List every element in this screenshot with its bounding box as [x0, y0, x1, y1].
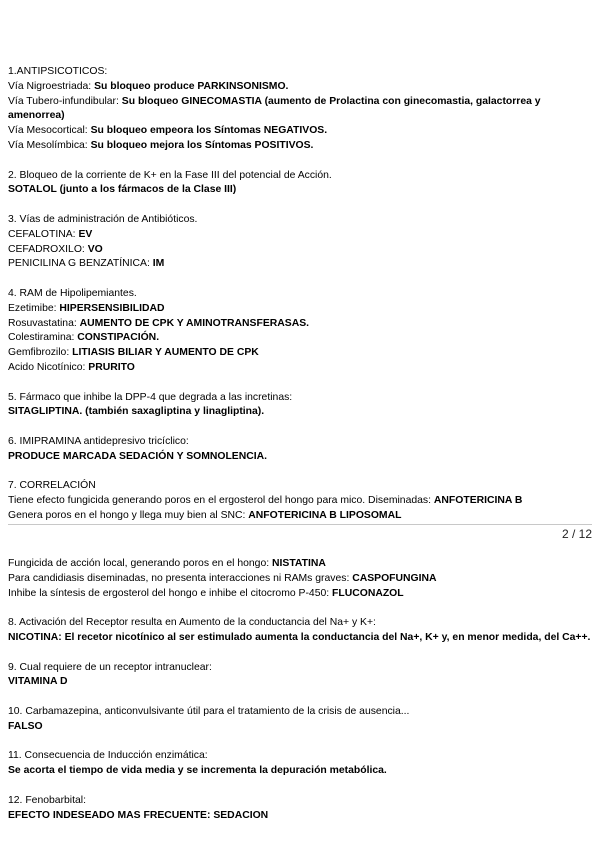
- text-line: [8, 361, 592, 376]
- question-block: [8, 616, 592, 646]
- line-text: 8. Activación del Receptor resulta en Aumento de la conductancia del Na+ y K+:: [8, 617, 376, 629]
- line-text: Fungicida de acción local, generando poros en el hongo:: [8, 558, 272, 569]
- question-block: [8, 391, 592, 421]
- text-line: [8, 749, 592, 764]
- answer-text: Su bloqueo empeora los Síntomas NEGATIVOS.: [90, 125, 328, 137]
- page-number: 2 / 12: [561, 527, 592, 541]
- line-text: 11. Consecuencia de Inducción enzimática:: [8, 750, 208, 762]
- answer-text: NISTATINA: [272, 558, 326, 569]
- line-text: Vía Tubero-infundibular:: [8, 95, 122, 107]
- answer-text: SOTALOL (junto a los fármacos de la Clase III): [8, 184, 237, 196]
- line-text: Acido Nicotínico:: [8, 361, 89, 373]
- question-block: [8, 794, 592, 824]
- line-text: 1.ANTIPSICOTICOS:: [8, 66, 108, 77]
- text-line: [8, 794, 592, 809]
- text-line: [8, 287, 592, 302]
- text-line: [8, 616, 592, 631]
- document-page-bottom: [8, 557, 592, 838]
- text-line: [8, 720, 592, 735]
- line-text: 12. Fenobarbital:: [8, 794, 86, 806]
- line-text: Tiene efecto fungicida generando poros en el ergosterol del hongo para mico. Diseminadas:: [8, 495, 434, 507]
- answer-text: PRURITO: [88, 361, 135, 373]
- line-text: Inhibe la síntesis de ergosterol del hongo e inhibe el citocromo P-450:: [8, 587, 333, 599]
- text-line: [8, 169, 592, 184]
- text-line: [8, 705, 592, 720]
- text-line: [8, 631, 592, 646]
- line-text: PENICILINA G BENZATÍNICA:: [8, 258, 153, 270]
- line-text: 5. Fármaco que inhibe la DPP-4 que degrada a las incretinas:: [8, 391, 293, 403]
- answer-text: NICOTINA: El recetor nicotínico al ser estimulado aumenta la conductancia del Na+, K+ y, en menor medida, del Ca++.: [8, 631, 591, 643]
- text-line: [8, 494, 592, 509]
- line-text: Gemfibrozilo:: [8, 347, 73, 359]
- line-text: CEFADROXILO:: [8, 243, 88, 255]
- answer-text: Se acorta el tiempo de vida media y se incrementa la depuración metabólica.: [8, 765, 387, 777]
- text-line: [8, 587, 592, 602]
- line-text: Para candidiasis diseminadas, no presenta interacciones ni RAMs graves:: [8, 572, 353, 584]
- line-text: 6. IMIPRAMINA antidepresivo tricíclico:: [8, 435, 189, 447]
- answer-text: LITIASIS BILIAR Y AUMENTO DE CPK: [72, 347, 259, 359]
- text-line: [8, 661, 592, 676]
- text-line: [8, 183, 592, 198]
- line-text: 7. CORRELACIÓN: [8, 480, 96, 492]
- question-block: [8, 287, 592, 376]
- answer-text: EFECTO INDESEADO MAS FRECUENTE: SEDACION: [8, 809, 269, 821]
- text-line: [8, 65, 592, 80]
- text-line: [8, 139, 592, 154]
- text-line: [8, 809, 592, 824]
- line-text: Vía Mesocortical:: [8, 125, 91, 137]
- text-line: [8, 764, 592, 779]
- answer-text: EV: [78, 228, 93, 240]
- line-text: 10. Carbamazepina, anticonvulsivante útil para el tratamiento de la crisis de ausencia...: [8, 705, 410, 717]
- answer-text: HIPERSENSIBILIDAD: [59, 302, 165, 314]
- text-line: [8, 331, 592, 346]
- line-text: Rosuvastatina:: [8, 317, 80, 329]
- answer-text: AUMENTO DE CPK Y AMINOTRANSFERASAS.: [79, 317, 310, 329]
- text-line: [8, 675, 592, 690]
- text-line: [8, 572, 592, 587]
- line-text: Genera poros en el hongo y llega muy bien al SNC:: [8, 509, 249, 521]
- text-line: [8, 80, 592, 95]
- answer-text: PRODUCE MARCADA SEDACIÓN Y SOMNOLENCIA.: [8, 450, 268, 462]
- question-block: [8, 213, 592, 272]
- text-line: [8, 405, 592, 420]
- line-text: Colestiramina:: [8, 332, 78, 344]
- text-line: [8, 317, 592, 332]
- text-line: [8, 228, 592, 243]
- line-text: 4. RAM de Hipolipemiantes.: [8, 287, 137, 299]
- text-line: [8, 95, 592, 125]
- question-block: [8, 169, 592, 199]
- answer-text: VITAMINA D: [8, 676, 68, 688]
- page-break: [8, 520, 592, 543]
- answer-text: CONSTIPACIÓN.: [77, 332, 160, 344]
- line-text: Ezetimibe:: [8, 302, 60, 314]
- text-line: [8, 257, 592, 272]
- answer-text: CASPOFUNGINA: [352, 572, 437, 584]
- line-text: Vía Mesolímbica:: [8, 139, 91, 151]
- line-text: 9. Cual requiere de un receptor intranuclear:: [8, 661, 212, 673]
- answer-text: Su bloqueo GINECOMASTIA (aumento de Prolactina con ginecomastia, galactorrea y amenorrea): [8, 95, 541, 122]
- answer-text: Su bloqueo mejora los Síntomas POSITIVOS.: [90, 139, 314, 151]
- answer-text: SITAGLIPTINA. (también saxagliptina y linagliptina).: [8, 406, 265, 418]
- line-text: 2. Bloqueo de la corriente de K+ en la Fase III del potencial de Acción.: [8, 169, 332, 181]
- answer-text: ANFOTERICINA B: [433, 495, 523, 507]
- answer-text: Su bloqueo produce PARKINSONISMO.: [94, 80, 289, 92]
- answer-text: FALSO: [8, 720, 43, 732]
- document-page-top: [8, 65, 592, 539]
- text-line: [8, 450, 592, 465]
- text-line: [8, 435, 592, 450]
- text-line: [8, 391, 592, 406]
- text-line: [8, 346, 592, 361]
- text-line: [8, 302, 592, 317]
- line-text: CEFALOTINA:: [8, 228, 79, 240]
- text-line: [8, 479, 592, 494]
- text-line: [8, 213, 592, 228]
- text-line: [8, 557, 592, 572]
- question-block: [8, 749, 592, 779]
- line-text: 3. Vías de administración de Antibióticos.: [8, 213, 198, 225]
- answer-text: FLUCONAZOL: [332, 587, 404, 599]
- answer-text: IM: [152, 258, 165, 270]
- question-block: [8, 705, 592, 735]
- answer-text: ANFOTERICINA B LIPOSOMAL: [248, 509, 402, 521]
- line-text: Vía Nigroestriada:: [8, 80, 95, 92]
- question-block: [8, 661, 592, 691]
- text-line: [8, 243, 592, 258]
- text-line: [8, 124, 592, 139]
- question-block: [8, 479, 592, 523]
- question-block: [8, 65, 592, 154]
- question-block: [8, 557, 592, 601]
- answer-text: VO: [87, 243, 103, 255]
- question-block: [8, 435, 592, 465]
